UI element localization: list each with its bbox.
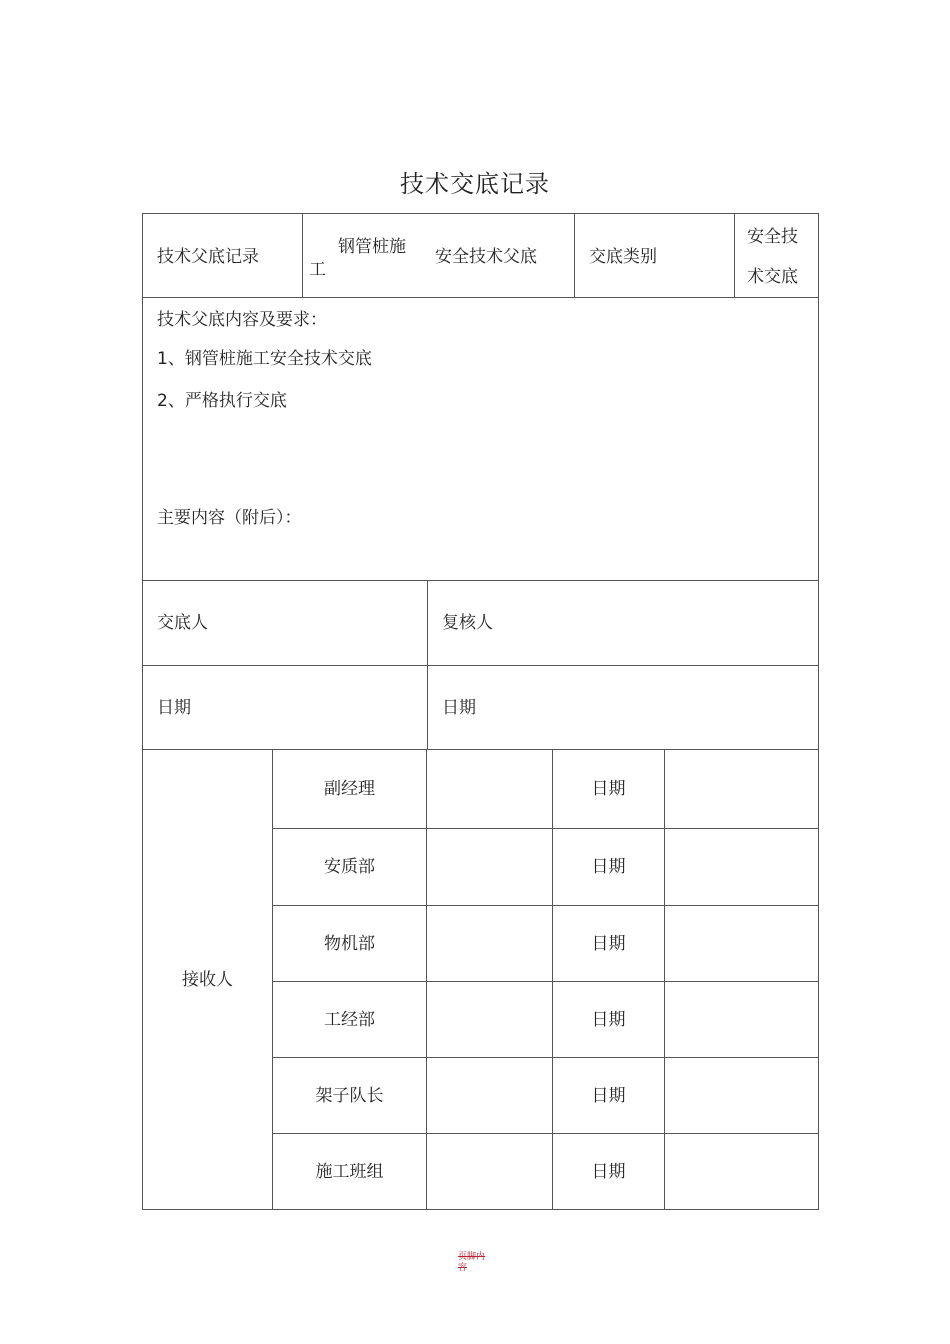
signature-cell[interactable] bbox=[426, 749, 553, 829]
signature-cell[interactable] bbox=[426, 828, 553, 906]
category-value-line2: 术交底 bbox=[747, 267, 798, 287]
receiver-dept-cell bbox=[272, 905, 427, 982]
category-label-cell bbox=[574, 213, 735, 298]
content-item-2: 2、严格执行交底 bbox=[157, 391, 287, 411]
record-label: 技术父底记录 bbox=[157, 247, 259, 267]
receiver-dept-cell bbox=[272, 828, 427, 906]
project-name-line2: 工 bbox=[309, 260, 326, 280]
category-value-cell bbox=[734, 213, 819, 298]
presenter-label: 交底人 bbox=[157, 613, 208, 633]
date-left-cell bbox=[142, 665, 428, 750]
category-value-line1: 安全技 bbox=[747, 227, 798, 247]
date-value-cell[interactable] bbox=[664, 981, 819, 1058]
receiver-date-cell bbox=[552, 749, 665, 829]
content-heading: 技术父底内容及要求： bbox=[157, 310, 327, 330]
receiver-dept-cell bbox=[272, 749, 427, 829]
receiver-date-label: 日期 bbox=[591, 1009, 626, 1030]
date-value-cell[interactable] bbox=[664, 1057, 819, 1134]
receiver-date-cell bbox=[552, 1133, 665, 1210]
reviewer-label: 复核人 bbox=[442, 613, 493, 633]
reviewer-cell bbox=[427, 580, 819, 666]
content-item-1: 1、钢管桩施工安全技术交底 bbox=[157, 349, 372, 369]
project-cell bbox=[302, 213, 575, 298]
receiver-label: 接收人 bbox=[182, 969, 233, 990]
receiver-date-label: 日期 bbox=[591, 1085, 626, 1106]
date-left-label: 日期 bbox=[157, 698, 191, 718]
date-right-cell bbox=[427, 665, 819, 750]
receiver-dept: 安质部 bbox=[324, 857, 375, 877]
date-value-cell[interactable] bbox=[664, 905, 819, 982]
receiver-date-label: 日期 bbox=[591, 933, 626, 954]
signature-cell[interactable] bbox=[426, 981, 553, 1058]
project-name-line1: 钢管桩施 bbox=[338, 237, 406, 257]
page-title: 技术交底记录 bbox=[400, 170, 550, 198]
project-type: 安全技术父底 bbox=[435, 247, 537, 267]
signature-cell[interactable] bbox=[426, 1133, 553, 1210]
receiver-dept: 副经理 bbox=[324, 779, 375, 799]
receiver-dept: 工经部 bbox=[324, 1009, 375, 1030]
presenter-cell bbox=[142, 580, 428, 666]
receiver-date-label: 日期 bbox=[591, 779, 626, 799]
category-label: 交底类别 bbox=[589, 247, 657, 267]
page-footer: 页脚内容 bbox=[458, 1252, 486, 1273]
record-label-cell bbox=[142, 213, 303, 298]
record-table bbox=[142, 213, 819, 1210]
receiver-label-cell bbox=[142, 749, 273, 1210]
receiver-dept-cell bbox=[272, 981, 427, 1058]
receiver-dept: 架子队长 bbox=[315, 1085, 384, 1106]
receiver-dept: 物机部 bbox=[324, 933, 375, 954]
receiver-date-cell bbox=[552, 1057, 665, 1134]
receiver-date-cell bbox=[552, 905, 665, 982]
date-value-cell[interactable] bbox=[664, 1133, 819, 1210]
receiver-date-label: 日期 bbox=[591, 1161, 626, 1182]
receiver-date-cell bbox=[552, 828, 665, 906]
receiver-date-label: 日期 bbox=[591, 857, 626, 877]
receiver-dept-cell bbox=[272, 1133, 427, 1210]
date-right-label: 日期 bbox=[442, 698, 476, 718]
date-value-cell[interactable] bbox=[664, 749, 819, 829]
content-block bbox=[142, 297, 819, 581]
receiver-date-cell bbox=[552, 981, 665, 1058]
signature-cell[interactable] bbox=[426, 905, 553, 982]
signature-cell[interactable] bbox=[426, 1057, 553, 1134]
receiver-dept-cell bbox=[272, 1057, 427, 1134]
date-value-cell[interactable] bbox=[664, 828, 819, 906]
receiver-dept: 施工班组 bbox=[315, 1161, 384, 1182]
main-content-label: 主要内容（附后）： bbox=[157, 508, 302, 528]
